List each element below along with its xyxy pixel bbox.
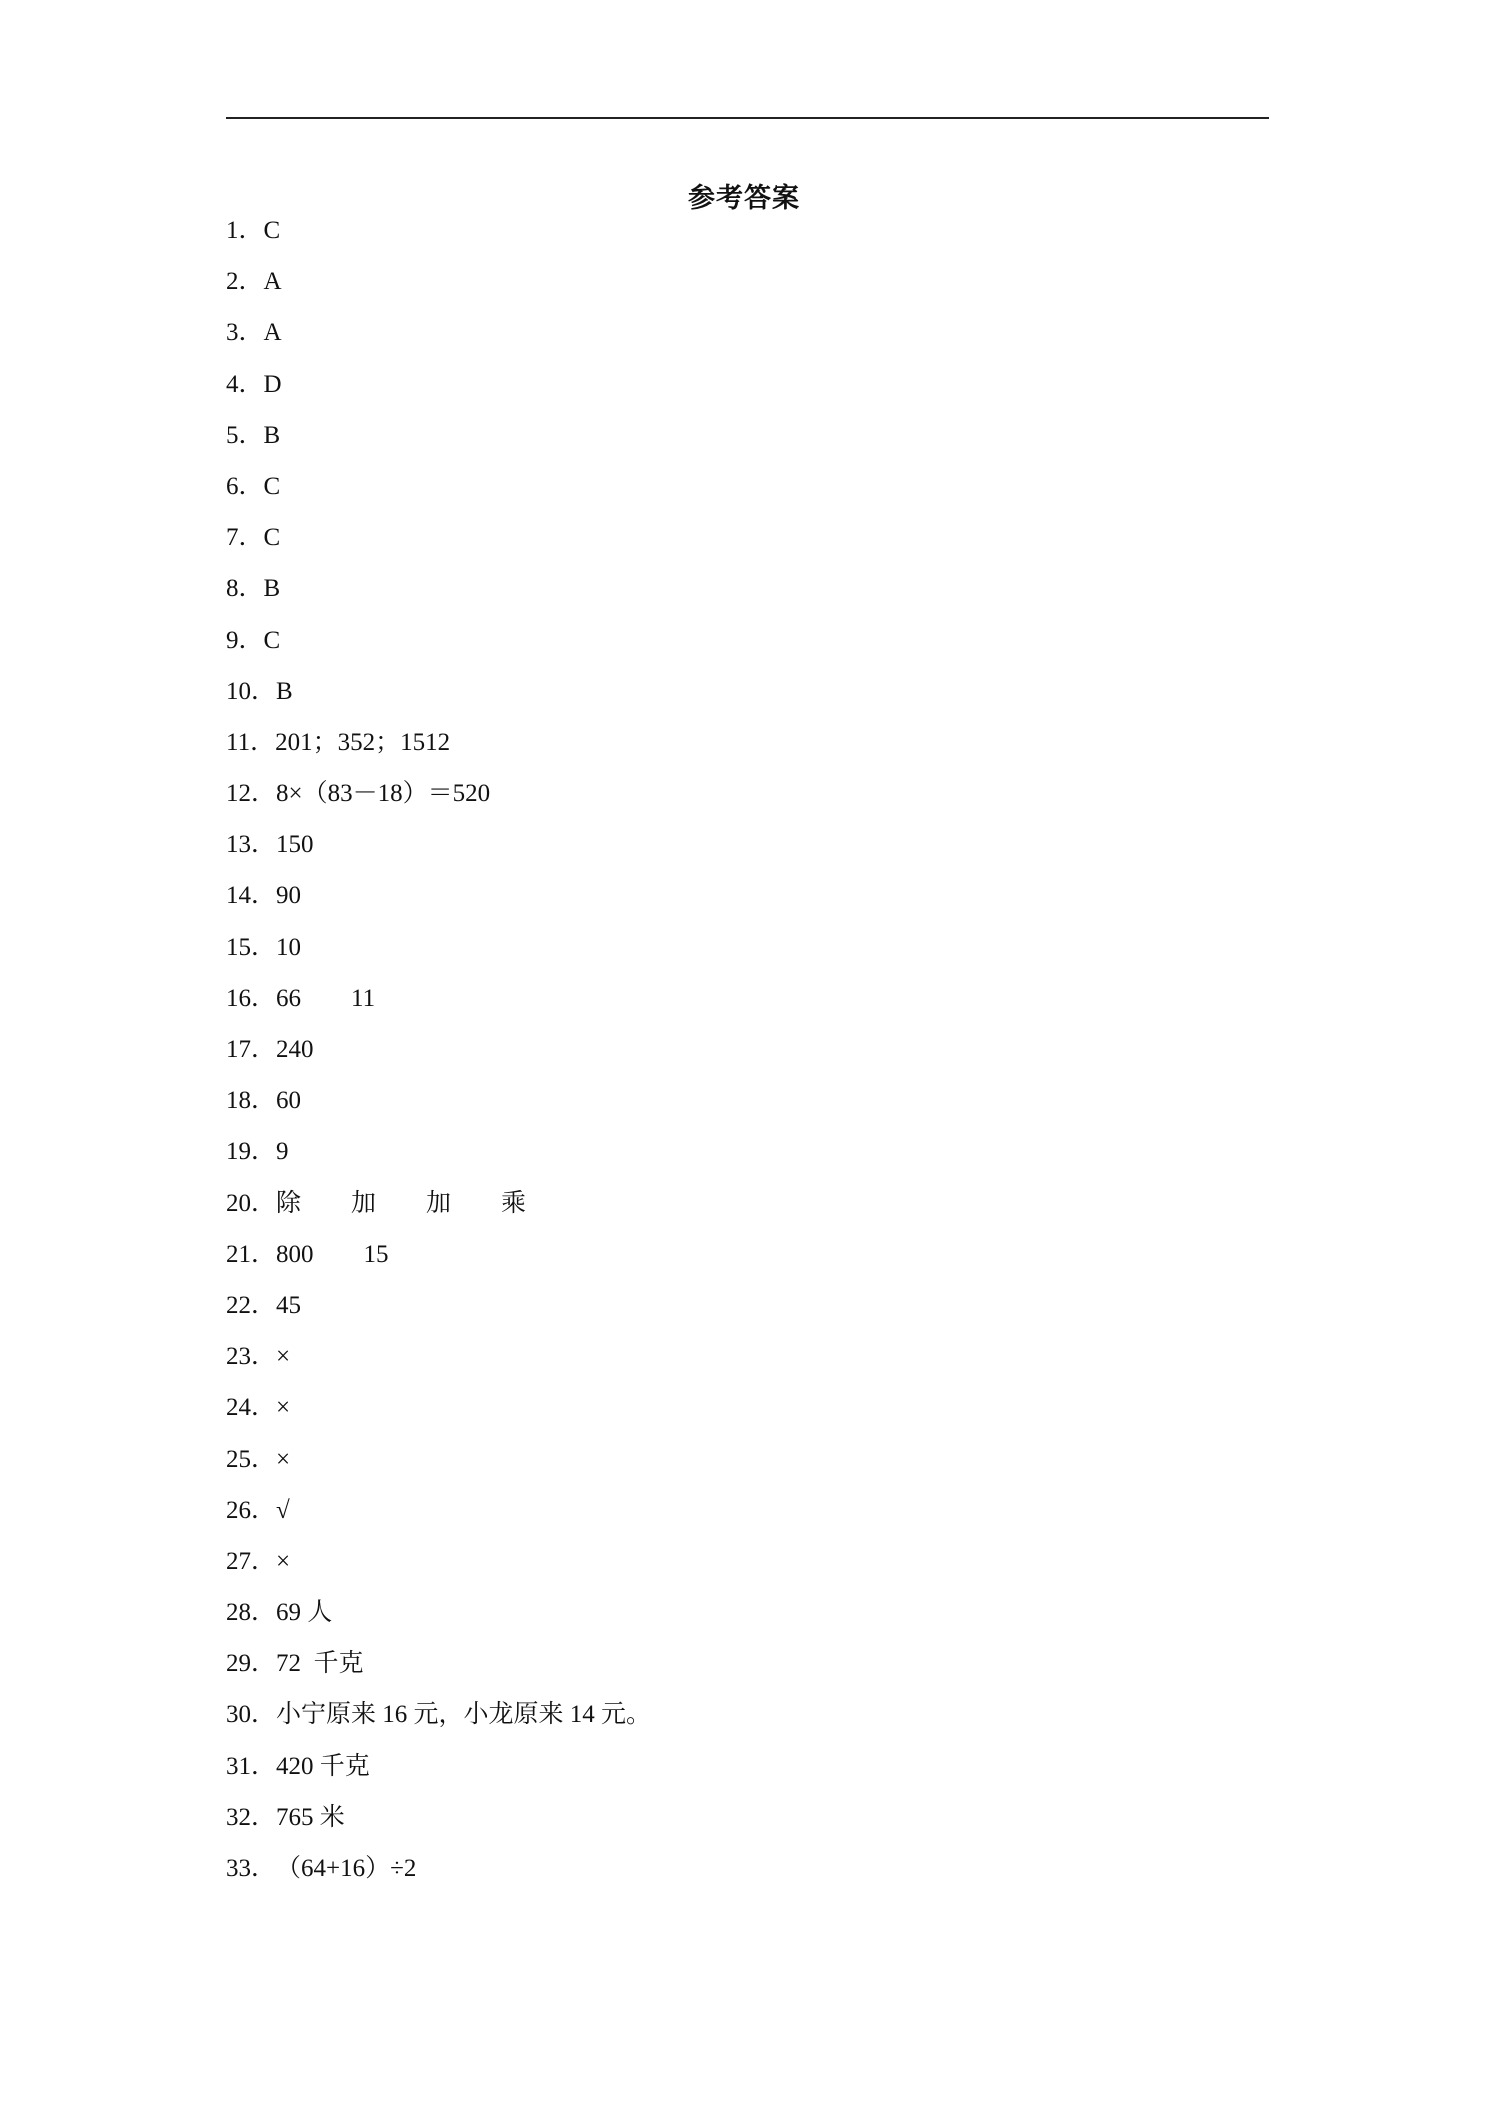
answer-text: C	[263, 524, 281, 552]
answer-text: 8×（83－18）＝520	[276, 780, 491, 808]
answer-item	[226, 728, 651, 779]
answer-item	[226, 1752, 651, 1803]
answer-text: C	[263, 626, 281, 654]
answer-item	[226, 1598, 651, 1649]
answer-text: D	[263, 370, 282, 398]
answer-item	[226, 1137, 651, 1188]
answer-item	[226, 472, 651, 523]
page-title: 参考答案	[688, 183, 800, 213]
answer-text: ×	[276, 1394, 291, 1422]
answer-number: 2．	[226, 268, 264, 296]
answer-item	[226, 267, 651, 318]
answer-item	[226, 984, 651, 1035]
answer-item	[226, 1547, 651, 1598]
answer-item	[226, 318, 651, 369]
answer-text: B	[263, 575, 281, 603]
answer-number: 1．	[226, 217, 264, 244]
answer-text: 800 15	[276, 1240, 389, 1268]
answer-number: 20．	[226, 1189, 277, 1217]
answer-item	[226, 1291, 651, 1342]
answer-item	[226, 933, 651, 984]
answer-number: 29．	[226, 1650, 277, 1678]
answer-number: 28．	[226, 1599, 277, 1627]
answer-item	[226, 523, 651, 574]
answer-item	[226, 1035, 651, 1086]
answer-item	[226, 574, 651, 625]
answer-item	[226, 1189, 651, 1240]
answer-number: 24．	[226, 1394, 277, 1422]
answer-item	[226, 626, 651, 677]
answer-number: 22．	[226, 1291, 277, 1319]
answer-number: 26．	[226, 1496, 277, 1524]
answer-text: C	[263, 217, 281, 244]
answer-number: 21．	[226, 1240, 277, 1268]
answer-text: B	[263, 421, 281, 449]
answer-number: 11．	[226, 728, 276, 756]
answer-text: A	[263, 268, 282, 296]
answer-item	[226, 421, 651, 472]
answer-number: 7．	[226, 524, 264, 552]
answer-text: 240	[276, 1036, 314, 1063]
answer-number: 10．	[226, 677, 277, 705]
answer-text: 420 千克	[276, 1752, 370, 1780]
answer-text: 除 加 加 乘	[276, 1189, 527, 1217]
answer-item	[226, 779, 651, 830]
answer-text: √	[276, 1496, 290, 1524]
answer-text: 201；352；1512	[275, 728, 451, 756]
answer-number: 33．	[226, 1855, 277, 1882]
answer-text: B	[276, 677, 293, 705]
answer-item	[226, 881, 651, 932]
answer-text: 小宁原来 16 元，小龙原来 14 元。	[276, 1701, 652, 1729]
answer-number: 19．	[226, 1138, 277, 1166]
answer-number: 12．	[226, 780, 277, 808]
answer-text: 9	[276, 1138, 289, 1166]
answer-text: 90	[276, 882, 302, 910]
answer-number: 5．	[226, 421, 264, 449]
answer-text: A	[263, 319, 282, 347]
answer-number: 31．	[226, 1752, 277, 1780]
answer-number: 14．	[226, 882, 277, 910]
answer-number: 27．	[226, 1547, 277, 1575]
answer-item	[226, 830, 651, 881]
answer-text: 69 人	[276, 1599, 333, 1627]
answer-item	[226, 370, 651, 421]
answer-text: ×	[276, 1343, 291, 1371]
answer-text: 45	[276, 1291, 302, 1319]
answer-number: 17．	[226, 1036, 277, 1063]
answer-number: 3．	[226, 319, 264, 347]
answer-text: C	[263, 472, 281, 500]
answer-text: ×	[276, 1445, 291, 1473]
answer-text: 60	[276, 1087, 302, 1115]
answer-item	[226, 1803, 651, 1854]
answer-list	[226, 216, 651, 1905]
answer-item	[226, 1393, 651, 1444]
answer-number: 13．	[226, 831, 277, 859]
answer-number: 8．	[226, 575, 264, 603]
answer-item	[226, 677, 651, 728]
answer-item	[226, 1240, 651, 1291]
answer-item	[226, 1854, 651, 1905]
answer-number: 30．	[226, 1701, 277, 1729]
answer-text: 765 米	[276, 1803, 345, 1831]
answer-item	[226, 216, 651, 267]
answer-item	[226, 1445, 651, 1496]
answer-item	[226, 1086, 651, 1137]
answer-number: 32．	[226, 1803, 277, 1831]
answer-number: 16．	[226, 984, 277, 1012]
answer-number: 15．	[226, 933, 277, 961]
answer-text: 66 11	[276, 984, 376, 1012]
answer-text: ×	[276, 1547, 291, 1575]
answer-text: 10	[276, 933, 302, 961]
answer-item	[226, 1342, 651, 1393]
answer-text: 150	[276, 831, 314, 859]
answer-number: 23．	[226, 1343, 277, 1371]
answer-number: 18．	[226, 1087, 277, 1115]
answer-number: 4．	[226, 370, 264, 398]
answer-number: 9．	[226, 626, 264, 654]
answer-text: 72 千克	[276, 1650, 364, 1678]
answer-item	[226, 1496, 651, 1547]
answer-item	[226, 1649, 651, 1700]
answer-number: 25．	[226, 1445, 277, 1473]
answer-number: 6．	[226, 472, 264, 500]
answer-item	[226, 1700, 651, 1751]
header-rule	[226, 117, 1269, 119]
answer-text: （64+16）÷2	[276, 1855, 417, 1882]
